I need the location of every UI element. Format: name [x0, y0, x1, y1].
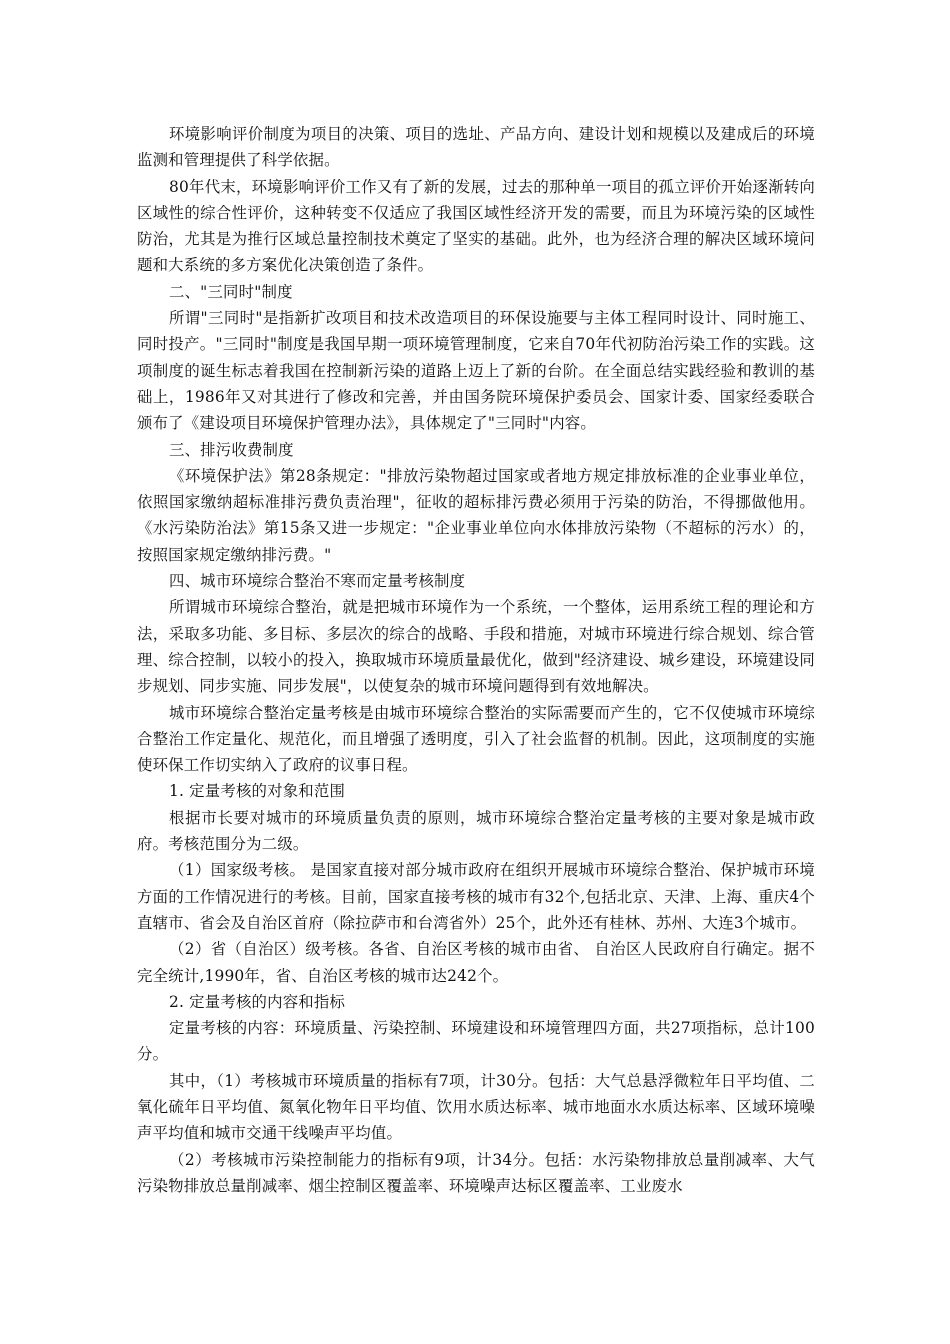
paragraph: 其中，（1）考核城市环境质量的指标有7项，计30分。包括：大气总悬浮微粒年日平均值、二氧化硫年日平均值、氮氧化物年日平均值、饮用水质达标率、城市地面水水质达标率、区域环境噪声平均值和城市交通干线噪声平均值。 [137, 1071, 815, 1143]
paragraph: 城市环境综合整治定量考核是由城市环境综合整治的实际需要而产生的，它不仅使城市环境综合整治工作定量化、规范化，而且增强了透明度，引入了社会监督的机制。因此，这项制度的实施使环保工作切实纳入了政府的议事日程。 [137, 703, 815, 775]
section-heading: 二、"三同时"制度 [169, 282, 293, 301]
paragraph: 所谓城市环境综合整治，就是把城市环境作为一个系统，一个整体，运用系统工程的理论和方法，采取多功能、多目标、多层次的综合的战略、手段和措施，对城市环境进行综合规划、综合管理、综合控制，以较小的投入，换取城市环境质量最优化，做到"经济建设、城乡建设，环境建设同步规划、同步实施、同步发展"，以使复杂的城市环境问题得到有效地解决。 [137, 598, 815, 696]
paragraph: 《环境保护法》第28条规定："排放污染物超过国家或者地方规定排放标准的企业事业单位，依照国家缴纳超标准排污费负责治理"，征收的超标排污费必须用于污染的防治，不得挪做他用。《水污染防治法》第15条又进一步规定："企业事业单位向水体排放污染物（不超标的污水）的，按照国家规定缴纳排污费。" [137, 466, 815, 564]
paragraph: 所谓"三同时"是指新扩改项目和技术改造项目的环保设施要与主体工程同时设计、同时施工、同时投产。"三同时"制度是我国早期一项环境管理制度，它来自70年代初防治污染工作的实践。这项制度的诞生标志着我国在控制新污染的道路上迈上了新的台阶。在全面总结实践经验和教训的基础上，1986年又对其进行了修改和完善，并由国务院环境保护委员会、国家计委、国家经委联合颁布了《建设项目环境保护管理办法》，具体规定了"三同时"内容。 [137, 309, 815, 433]
paragraph: （2）省（自治区）级考核。各省、自治区考核的城市由省、 自治区人民政府自行确定。据不完全统计,1990年，省、自治区考核的城市达242个。 [137, 940, 815, 985]
subsection-heading: 2. 定量考核的内容和指标 [169, 992, 346, 1011]
paragraph: （2）考核城市污染控制能力的指标有9项，计34分。包括：水污染物排放总量削减率、大气污染物排放总量削减率、烟尘控制区覆盖率、环境噪声达标区覆盖率、工业废水 [137, 1150, 815, 1195]
subsection-heading: 1. 定量考核的对象和范围 [169, 782, 346, 801]
section-heading: 三、排污收费制度 [169, 440, 294, 459]
paragraph: 根据市长要对城市的环境质量负责的原则，城市环境综合整治定量考核的主要对象是城市政府。考核范围分为二级。 [137, 808, 815, 854]
paragraph: 80年代末，环境影响评价工作又有了新的发展，过去的那种单一项目的孤立评价开始逐渐转向区域性的综合性评价，这种转变不仅适应了我国区域性经济开发的需要，而且为环境污染的区域性防治，尤其是为推行区域总量控制技术奠定了坚实的基础。此外，也为经济合理的解决区域环境问题和大系统的多方案优化决策创造了条件。 [137, 177, 815, 275]
paragraph: 环境影响评价制度为项目的决策、项目的选址、产品方向、建设计划和规模以及建成后的环境监测和管理提供了科学依据。 [137, 125, 815, 170]
paragraph: （1）国家级考核。 是国家直接对部分城市政府在组织开展城市环境综合整治、保护城市环境方面的工作情况进行的考核。目前，国家直接考核的城市有32个,包括北京、天津、上海、重庆4个直辖市、省会及自治区首府（除拉萨市和台湾省外）25个，此外还有桂林、苏州、大连3个城市。 [137, 861, 815, 932]
paragraph: 定量考核的内容：环境质量、污染控制、环境建设和环境管理四方面，共27项指标，总计100分。 [137, 1019, 815, 1064]
section-heading: 四、城市环境综合整治不寒而定量考核制度 [169, 572, 466, 591]
document-body [137, 121, 815, 1199]
